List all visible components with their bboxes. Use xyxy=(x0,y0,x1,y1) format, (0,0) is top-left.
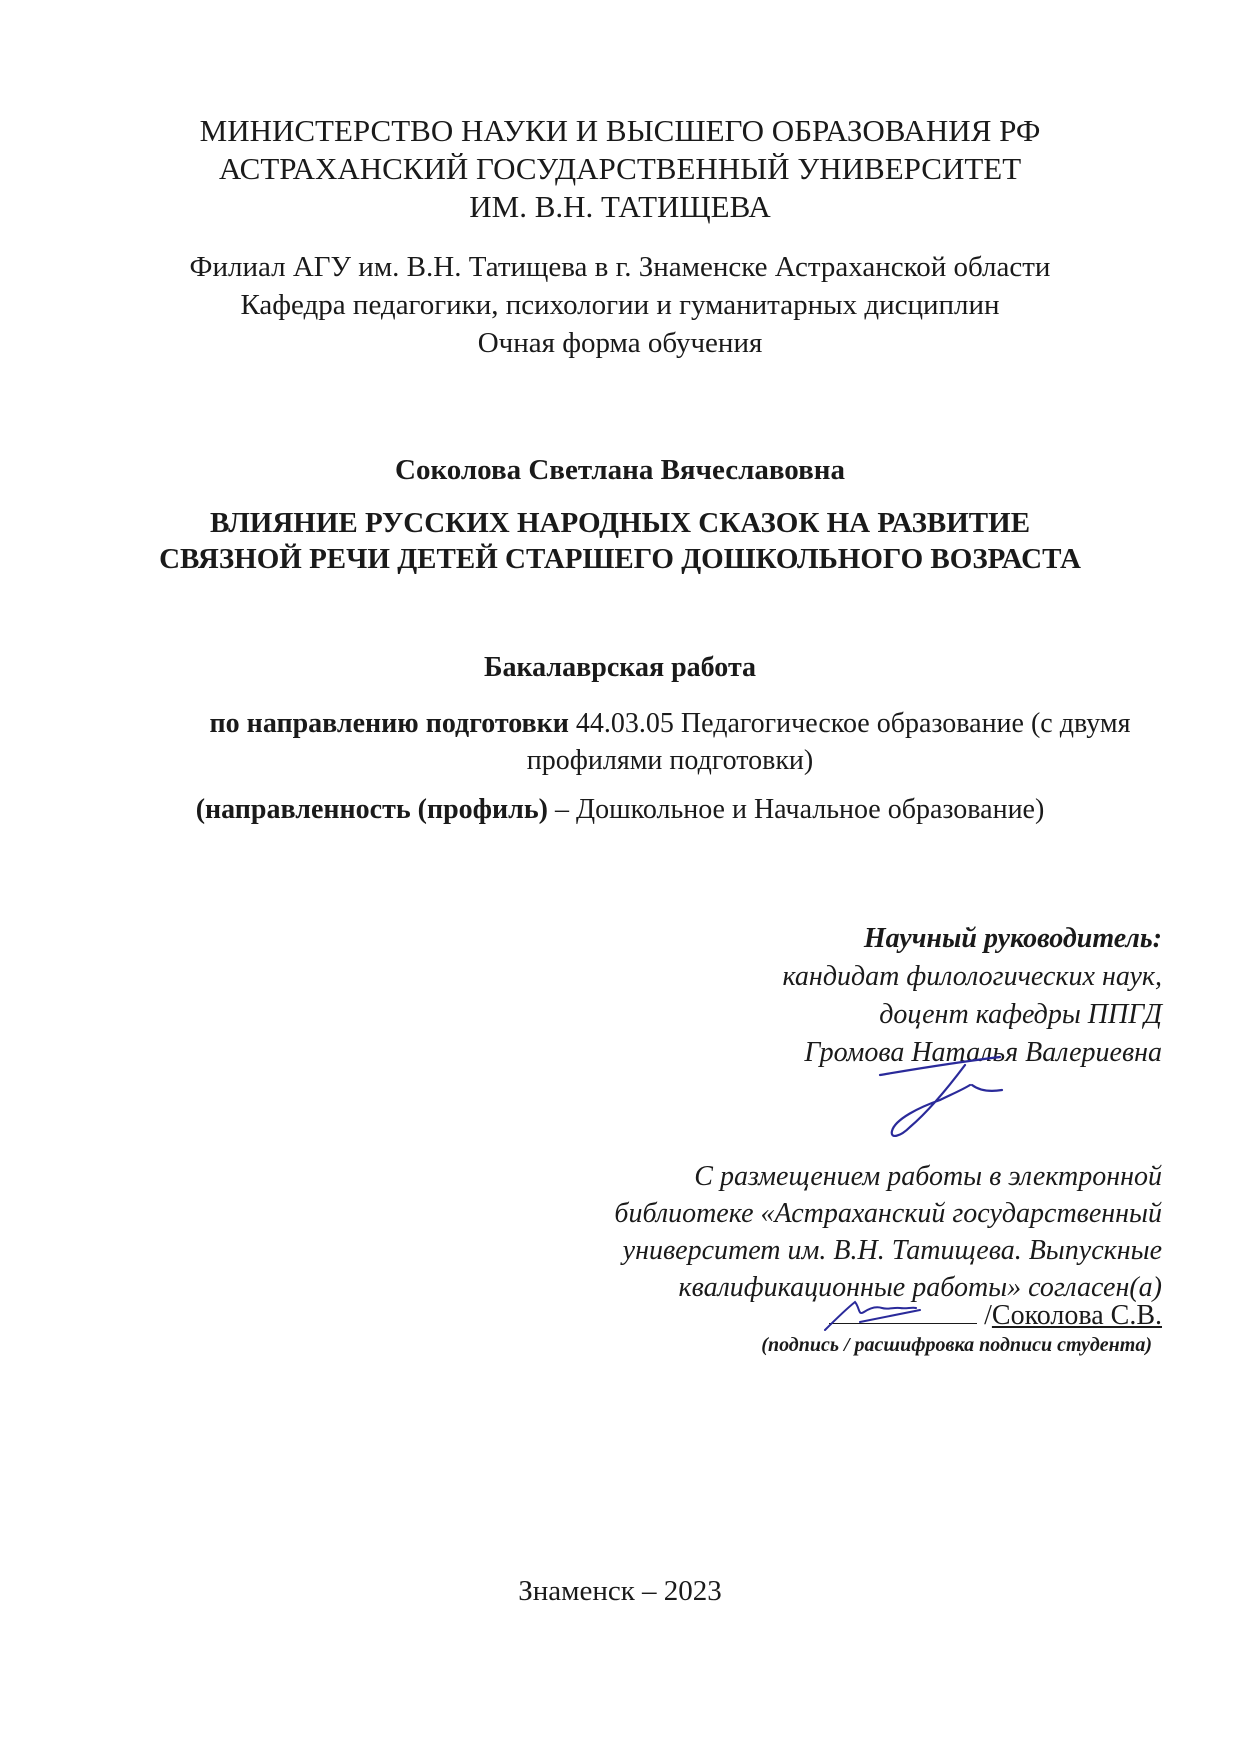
direction-block xyxy=(180,705,1160,779)
author-name: Соколова Светлана Вячеславовна xyxy=(395,454,845,486)
profile-block xyxy=(0,792,1240,828)
student-signature-icon xyxy=(820,1290,950,1340)
signature-separator: / xyxy=(984,1300,992,1331)
supervisor-signature-icon xyxy=(870,1045,1030,1145)
supervisor-heading: Научный руководитель: xyxy=(863,923,1162,954)
signature-caption: (подпись / расшифровка подписи студента) xyxy=(761,1334,1152,1356)
work-type: Бакалаврская работа xyxy=(483,652,757,683)
student-signature-name: Соколова С.В. xyxy=(991,1300,1162,1331)
consent-block xyxy=(522,1158,1162,1306)
supervisor-position: доцент кафедры ППГД xyxy=(879,999,1162,1030)
consent-line: квалификационные работы» согласен(а) xyxy=(678,1272,1162,1303)
city-year: Знаменск – 2023 xyxy=(518,1575,722,1607)
direction-label: по направлению подготовки xyxy=(209,708,569,739)
consent-line: С размещением работы в электронной xyxy=(694,1161,1162,1192)
branch-block xyxy=(0,248,1240,362)
ministry-line: МИНИСТЕРСТВО НАУКИ И ВЫСШЕГО ОБРАЗОВАНИЯ РФ xyxy=(199,113,1041,148)
title-line: ВЛИЯНИЕ РУССКИХ НАРОДНЫХ СКАЗОК НА РАЗВИТИЕ xyxy=(209,507,1031,539)
branch-line: Филиал АГУ им. В.Н. Татищева в г. Знаменске Астраханской области xyxy=(189,251,1051,283)
consent-line: библиотеке «Астраханский государственный xyxy=(614,1198,1162,1229)
thesis-title xyxy=(0,505,1240,577)
profile-value: – Дошкольное и Начальное образование) xyxy=(548,794,1045,825)
university-name-line: ИМ. В.Н. ТАТИЩЕВА xyxy=(469,189,771,224)
ministry-header xyxy=(0,112,1240,226)
supervisor-degree: кандидат филологических наук, xyxy=(782,961,1162,992)
consent-line: университет им. В.Н. Татищева. Выпускные xyxy=(622,1235,1162,1266)
supervisor-name: Громова Наталья Валериевна xyxy=(804,1037,1162,1068)
department-line: Кафедра педагогики, психологии и гуманитарных дисциплин xyxy=(240,289,1000,321)
university-line: АСТРАХАНСКИЙ ГОСУДАРСТВЕННЫЙ УНИВЕРСИТЕТ xyxy=(218,151,1022,186)
study-form-line: Очная форма обучения xyxy=(477,327,763,359)
direction-value: 44.03.05 Педагогическое образование (с двумя профилями подготовки) xyxy=(526,708,1131,776)
title-line: СВЯЗНОЙ РЕЧИ ДЕТЕЙ СТАРШЕГО ДОШКОЛЬНОГО ВОЗРАСТА xyxy=(159,543,1081,575)
profile-label: (направленность (профиль) xyxy=(195,794,548,825)
